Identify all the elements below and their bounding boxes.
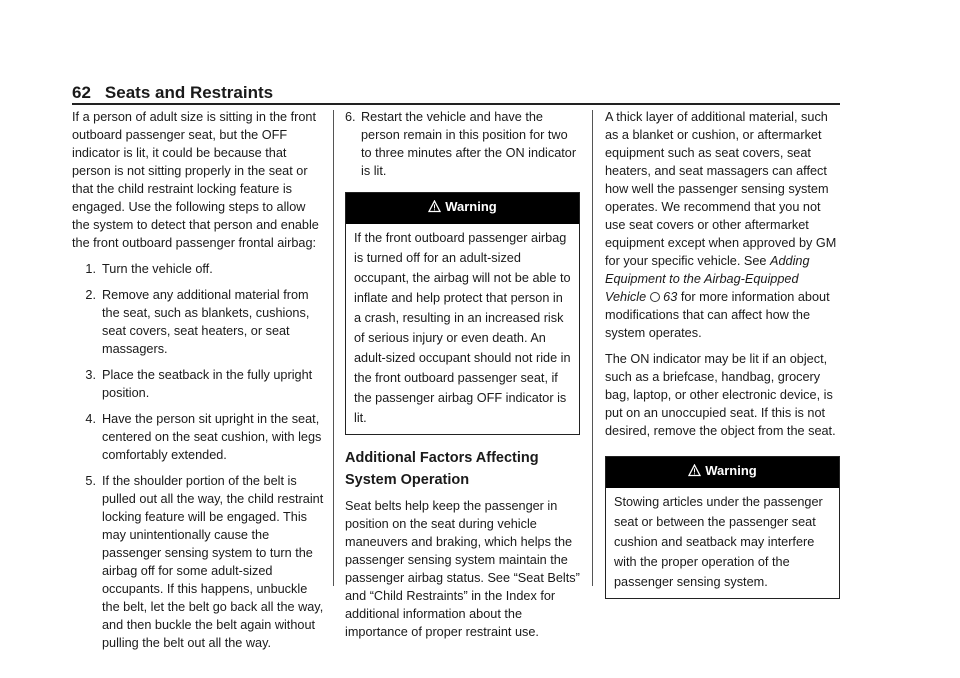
steps-list xyxy=(72,260,324,652)
step-text: Restart the vehicle and have the person remain in this position for two to three minutes after the ON indicator is lit. xyxy=(361,110,577,178)
warning-text: If the front outboard passenger airbag is turned off for an adult-sized occupant, the airbag will not be able to inflate and help protect that person in a crash, resulting in an increased risk of serious injury or even death. An adult-sized occupant should not ride in the front outboard passenger seat, if the passenger airbag OFF indicator is lit. xyxy=(354,231,571,425)
warning-title: Warning xyxy=(445,199,497,214)
warning-header xyxy=(606,457,839,488)
page-reference-icon xyxy=(650,292,660,302)
step-text: Place the seatback in the fully upright position. xyxy=(102,368,313,400)
list-item xyxy=(72,472,324,652)
warning-header xyxy=(346,193,579,224)
warning-icon xyxy=(688,464,701,482)
steps-list-continued xyxy=(345,108,580,180)
warning-icon xyxy=(428,200,441,218)
page-header xyxy=(72,83,273,103)
step-text: If the shoulder portion of the belt is pulled out all the way, the child restraint locking feature will be engaged. This may unintentionally cause the passenger sensing system to turn the airbag off for some adult-sized occupants. If this happens, unbuckle the belt, let the belt go back all the way, and then buckle the belt again without pulling the belt out all the way. xyxy=(102,474,324,650)
body-paragraph: The ON indicator may be lit if an object, such as a briefcase, handbag, grocery bag, laptop, or other electronic device, is put on an unoccupied seat. If this is not desired, remove the object from the seat. xyxy=(605,352,836,438)
step-number: 3. xyxy=(85,368,96,382)
step-text: Turn the vehicle off. xyxy=(102,262,213,276)
column-left xyxy=(72,108,324,660)
body-paragraph: Seat belts help keep the passenger in position on the seat during vehicle maneuvers and braking, which helps the passenger sensing system maintain the passenger airbag status. See “Seat Belts” and “Child Restraints” in the Index for additional information about the importance of proper restraint use. xyxy=(345,499,580,639)
step-text: Remove any additional material from the seat, such as blankets, cushions, seat covers, seat heaters, or seat massagers. xyxy=(102,288,310,356)
step-text: Have the person sit upright in the seat, centered on the seat cushion, with legs comfortably extended. xyxy=(102,412,322,462)
warning-title: Warning xyxy=(705,463,757,478)
column-right xyxy=(605,108,840,611)
step-number: 2. xyxy=(85,288,96,302)
warning-box xyxy=(605,456,840,599)
step-number: 5. xyxy=(85,474,96,488)
intro-paragraph: If a person of adult size is sitting in the front outboard passenger seat, but the OFF indicator is lit, it could be because that person is not sitting properly in the seat or that the child restraint locking feature is engaged. Use the following steps to allow the system to detect that person and enable the front outboard passenger frontal airbag: xyxy=(72,110,319,250)
paragraph-text: for more information about modifications that can affect how the system operates. xyxy=(605,290,830,340)
list-item xyxy=(72,410,324,464)
column-middle xyxy=(345,108,580,649)
step-number: 6. xyxy=(345,110,356,124)
section-title: Seats and Restraints xyxy=(104,83,274,102)
warning-box xyxy=(345,192,580,435)
header-rule xyxy=(72,103,840,105)
page-number: 62 xyxy=(72,83,91,102)
column-divider xyxy=(333,110,334,586)
warning-text: Stowing articles under the passenger seat or between the passenger seat cushion and seatback may interfere with the proper operation of the passenger sensing system. xyxy=(614,495,823,589)
section-heading: Additional Factors Affecting System Operation xyxy=(345,450,539,488)
cross-reference-page[interactable]: 63 xyxy=(663,290,678,304)
cross-reference-link[interactable]: Adding Equipment to the Airbag-Equipped Vehicle xyxy=(605,254,810,304)
list-item xyxy=(72,286,324,358)
step-number: 4. xyxy=(85,412,96,426)
list-item xyxy=(345,108,580,180)
step-number: 1. xyxy=(85,262,96,276)
body-paragraph xyxy=(605,108,840,342)
list-item xyxy=(72,366,324,402)
column-divider xyxy=(592,110,593,586)
list-item xyxy=(72,260,324,278)
paragraph-text: A thick layer of additional material, such as a blanket or cushion, or aftermarket equipment such as seat covers, seat heaters, and seat massagers can affect how well the passenger sensing system operates. We recommend that you not use seat covers or other aftermarket equipment except when approved by GM for your specific vehicle. See xyxy=(605,110,837,268)
